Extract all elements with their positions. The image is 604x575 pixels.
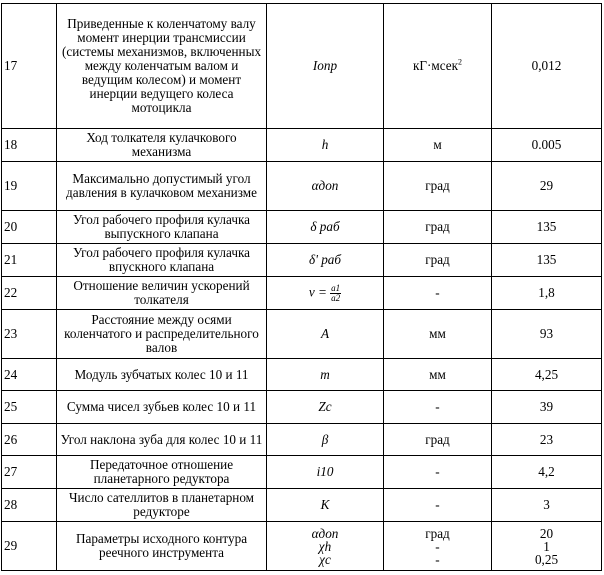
- fraction-numerator: a1: [331, 282, 341, 293]
- parameter-value: 3: [492, 489, 602, 522]
- row-number: 21: [2, 244, 57, 277]
- row-number: 20: [2, 211, 57, 244]
- parameter-symbol: h: [267, 129, 384, 162]
- row-number: 18: [2, 129, 57, 162]
- row-number: 26: [2, 424, 57, 456]
- parameter-name: Угол наклона зуба для колес 10 и 11: [57, 424, 267, 456]
- value-line: 1: [543, 538, 550, 554]
- fraction-denominator: a2: [331, 292, 341, 303]
- value-line: 20: [539, 525, 554, 541]
- unit-text: кГ·мсек: [412, 58, 459, 73]
- row-number: 19: [2, 162, 57, 211]
- table-row: [2, 277, 602, 310]
- parameter-name: Модуль зубчатых колес 10 и 11: [57, 359, 267, 391]
- parameter-symbol: αдоп: [267, 162, 384, 211]
- row-number: 29: [2, 522, 57, 571]
- parameter-name: Максимально допустимый угол давления в кулачковом механизме: [57, 162, 267, 211]
- parameter-value: 4,2: [492, 456, 602, 489]
- parameter-name: Угол рабочего профиля кулачка выпускного клапана: [57, 211, 267, 244]
- table-row: [2, 522, 602, 571]
- parameter-name: Угол рабочего профиля кулачка впускного клапана: [57, 244, 267, 277]
- parameter-value: 93: [492, 310, 602, 359]
- parameter-name: Отношение величин ускорений толкателя: [57, 277, 267, 310]
- table-row: [2, 310, 602, 359]
- parameter-name: Сумма чисел зубьев колес 10 и 11: [57, 391, 267, 424]
- table-row: [2, 489, 602, 522]
- parameter-name: Приведенные к коленчатому валу момент инерции трансмиссии (системы механизмов, включенных между коленчатым валом и ведущим колесом) и момент инерции ведущего колеса мотоцикла: [57, 4, 267, 129]
- parameter-unit: мм: [384, 310, 492, 359]
- parameter-value: 39: [492, 391, 602, 424]
- table-row: [2, 4, 602, 129]
- parameter-symbol: δ раб: [267, 211, 384, 244]
- parameter-unit: [384, 522, 492, 571]
- parameter-symbol: A: [267, 310, 384, 359]
- parameter-value: 29: [492, 162, 602, 211]
- table-row: [2, 456, 602, 489]
- parameter-symbol: δ' раб: [267, 244, 384, 277]
- parameters-table: [1, 3, 602, 571]
- parameter-value: 135: [492, 244, 602, 277]
- parameter-symbol: K: [267, 489, 384, 522]
- parameter-value: 0.005: [492, 129, 602, 162]
- parameter-value: 0,012: [492, 4, 602, 129]
- parameter-symbol: β: [267, 424, 384, 456]
- row-number: 24: [2, 359, 57, 391]
- row-number: 28: [2, 489, 57, 522]
- parameter-value: 23: [492, 424, 602, 456]
- table-row: [2, 129, 602, 162]
- table-row: [2, 359, 602, 391]
- parameter-name: Передаточное отношение планетарного редуктора: [57, 456, 267, 489]
- parameter-value: 1,8: [492, 277, 602, 310]
- parameter-symbol: [267, 277, 384, 310]
- parameter-unit: м: [384, 129, 492, 162]
- unit-exponent: 2: [458, 57, 463, 67]
- table-row: [2, 391, 602, 424]
- symbol-text: ν =: [308, 284, 327, 300]
- parameter-value: [492, 522, 602, 571]
- unit-line: -: [435, 538, 440, 554]
- parameter-unit: град: [384, 424, 492, 456]
- row-number: 23: [2, 310, 57, 359]
- parameter-symbol: i10: [267, 456, 384, 489]
- parameter-symbol: m: [267, 359, 384, 391]
- unit-line: град: [425, 525, 450, 541]
- parameter-name: Параметры исходного контура реечного инструмента: [57, 522, 267, 571]
- parameter-unit: град: [384, 211, 492, 244]
- parameter-symbol: Iопр: [267, 4, 384, 129]
- unit-line: -: [435, 551, 440, 567]
- parameter-name: Ход толкателя кулачкового механизма: [57, 129, 267, 162]
- parameter-unit: град: [384, 244, 492, 277]
- row-number: 25: [2, 391, 57, 424]
- parameter-unit: -: [384, 277, 492, 310]
- parameter-unit: -: [384, 391, 492, 424]
- table-row: [2, 244, 602, 277]
- parameter-unit: -: [384, 456, 492, 489]
- symbol-line: χc: [319, 551, 331, 567]
- parameter-value: 135: [492, 211, 602, 244]
- table-row: [2, 211, 602, 244]
- table-row: [2, 162, 602, 211]
- parameter-value: 4,25: [492, 359, 602, 391]
- parameter-symbol: Zc: [267, 391, 384, 424]
- value-line: 0,25: [534, 551, 559, 567]
- symbol-line: αдоп: [311, 525, 339, 541]
- parameter-unit: [384, 4, 492, 129]
- row-number: 27: [2, 456, 57, 489]
- parameter-symbol: [267, 522, 384, 571]
- parameter-unit: мм: [384, 359, 492, 391]
- parameter-unit: град: [384, 162, 492, 211]
- parameter-name: Расстояние между осями коленчатого и распределительного валов: [57, 310, 267, 359]
- symbol-line: χh: [318, 538, 332, 554]
- row-number: 17: [2, 4, 57, 129]
- table-row: [2, 424, 602, 456]
- parameter-unit: -: [384, 489, 492, 522]
- fraction: [330, 284, 341, 303]
- row-number: 22: [2, 277, 57, 310]
- parameter-name: Число сателлитов в планетарном редукторе: [57, 489, 267, 522]
